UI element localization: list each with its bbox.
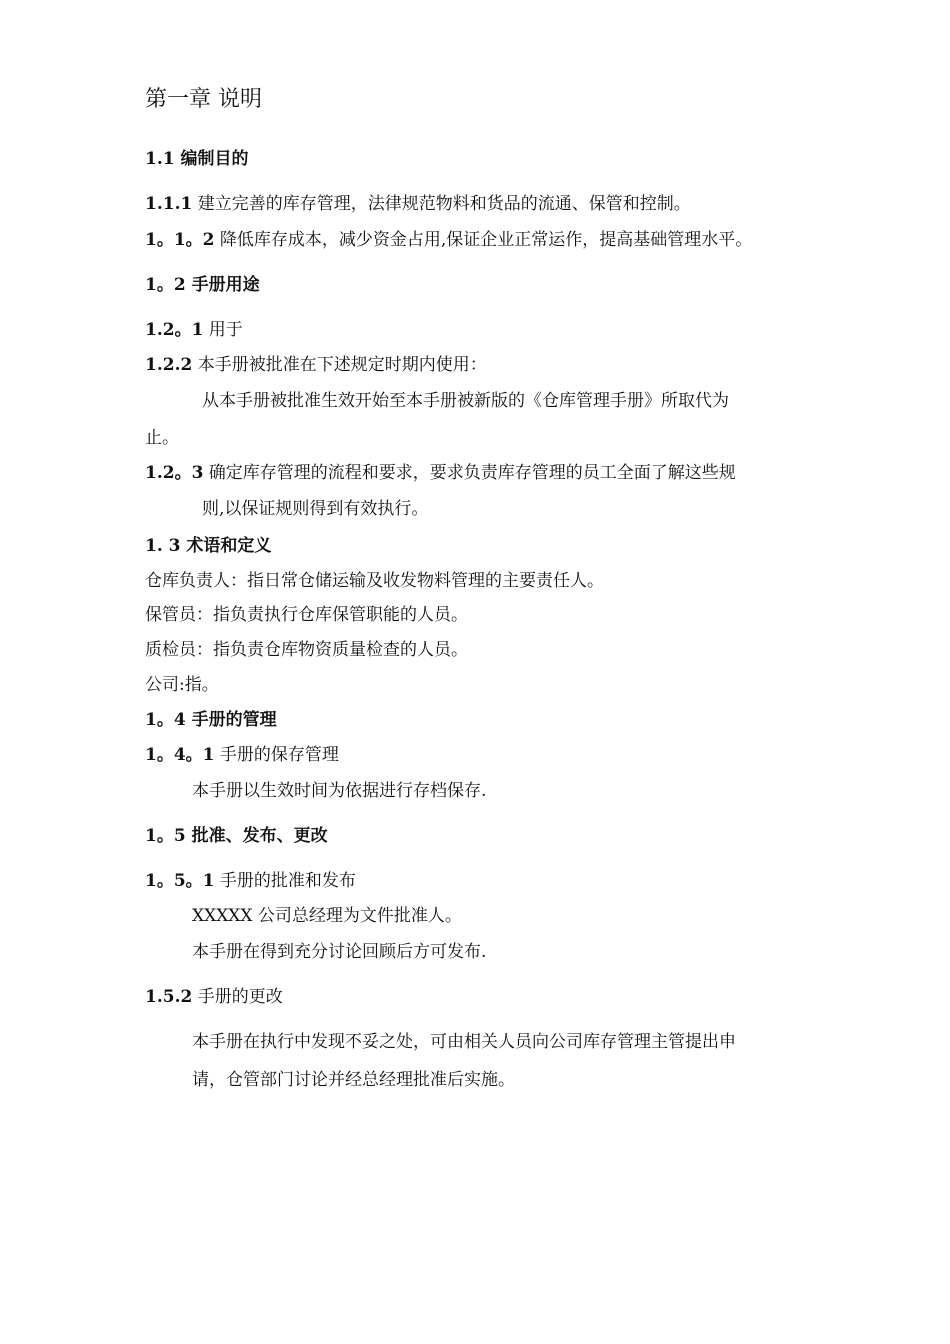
item-text: 用于	[203, 320, 243, 340]
term-company: 公司:指。	[145, 675, 219, 695]
paragraph-1-5-2	[145, 987, 283, 1007]
item-text: 手册的批准和发布	[214, 871, 356, 891]
term-keeper: 保管员：指负责执行仓库保管职能的人员。	[145, 605, 468, 625]
paragraph-1-1-2	[145, 230, 752, 250]
item-number: 1。5。1	[145, 871, 215, 891]
item-text: 本手册被批准在下述规定时期内使用：	[192, 355, 487, 375]
item-number: 1.1.1	[145, 194, 193, 214]
paragraph-1-2-1	[145, 320, 243, 340]
term-warehouse-manager: 仓库负责人：指日常仓储运输及收发物料管理的主要责任人。	[145, 571, 604, 591]
item-number: 1.2。1	[145, 320, 204, 340]
item-number: 1。4。1	[145, 745, 215, 765]
item-text: 降低库存成本，减少资金占用,保证企业正常运作，提高基础管理水平。	[214, 230, 753, 250]
paragraph-1-5-1-body-2: 本手册在得到充分讨论回顾后方可发布.	[192, 942, 487, 962]
paragraph-1-4-1-body: 本手册以生效时间为依据进行存档保存.	[192, 781, 487, 801]
item-number: 1.2.2	[145, 355, 193, 375]
term-inspector: 质检员：指负责仓库物资质量检查的人员。	[145, 640, 468, 660]
section-heading-1-3: 1. 3 术语和定义	[145, 536, 272, 556]
paragraph-1-2-3-line2: 则,以保证规则得到有效执行。	[202, 499, 429, 519]
paragraph-1-2-3	[145, 463, 736, 483]
paragraph-1-2-2-body-line2: 止。	[145, 428, 179, 448]
paragraph-1-4-1	[145, 745, 339, 765]
section-heading-1-2: 1。2 手册用途	[145, 275, 260, 295]
section-heading-1-1: 1.1 编制目的	[145, 149, 249, 169]
paragraph-1-5-1	[145, 871, 356, 891]
item-number: 1.2。3	[145, 463, 204, 483]
item-text: 确定库存管理的流程和要求，要求负责库存管理的员工全面了解这些规	[203, 463, 736, 483]
paragraph-1-1-1	[145, 194, 691, 214]
paragraph-1-2-2	[145, 355, 487, 375]
section-heading-1-5: 1。5 批准、发布、更改	[145, 826, 328, 846]
item-text: 建立完善的库存管理，法律规范物料和货品的流通、保管和控制。	[192, 194, 691, 214]
chapter-title: 第一章 说明	[145, 87, 262, 112]
paragraph-1-5-2-body-line2: 请，仓管部门讨论并经总经理批准后实施。	[192, 1070, 515, 1090]
item-number: 1。1。2	[145, 230, 215, 250]
paragraph-1-2-2-body-line1: 从本手册被批准生效开始至本手册被新版的《仓库管理手册》所取代为	[202, 391, 729, 411]
section-heading-1-4: 1。4 手册的管理	[145, 710, 277, 730]
paragraph-1-5-1-body-1: XXXXX 公司总经理为文件批准人。	[192, 906, 462, 926]
item-number: 1.5.2	[145, 987, 193, 1007]
item-text: 手册的更改	[192, 987, 283, 1007]
paragraph-1-5-2-body-line1: 本手册在执行中发现不妥之处，可由相关人员向公司库存管理主管提出申	[192, 1032, 736, 1052]
item-text: 手册的保存管理	[214, 745, 339, 765]
